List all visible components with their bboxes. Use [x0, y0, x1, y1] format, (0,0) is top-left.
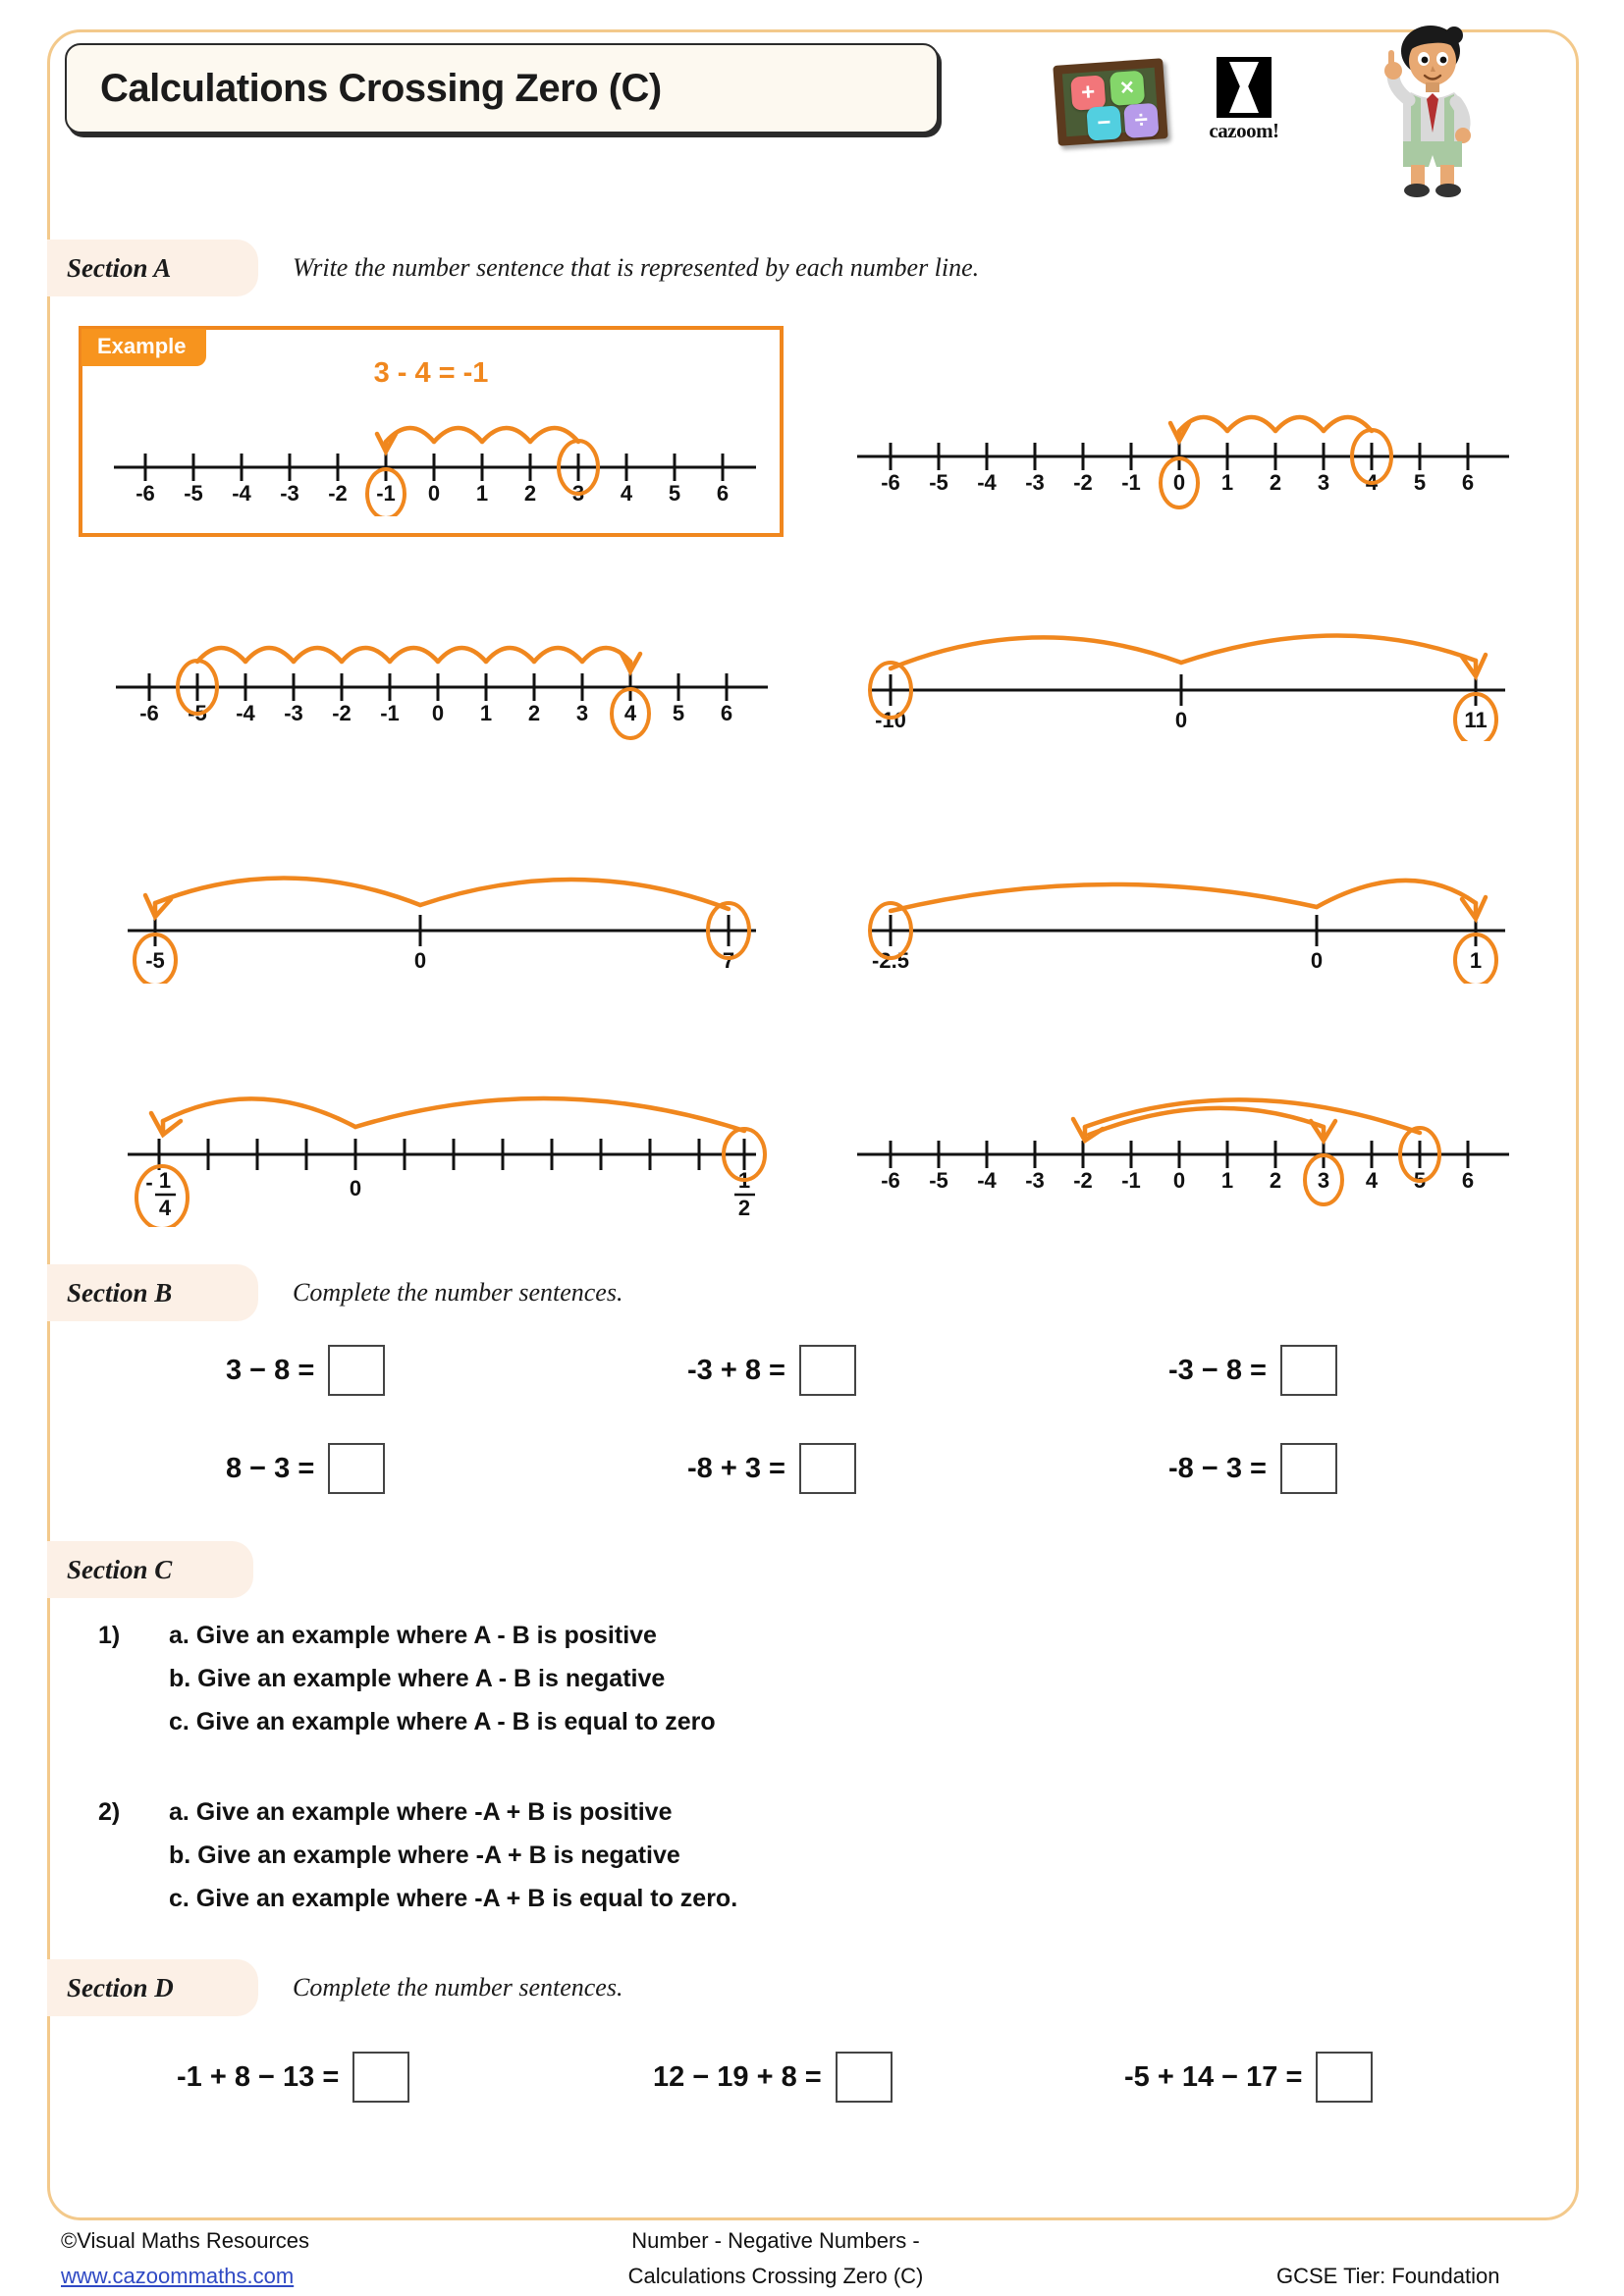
- svg-text:-4: -4: [236, 701, 255, 725]
- number-line-q1: [849, 388, 1517, 515]
- svg-text:-4: -4: [977, 1168, 997, 1193]
- answer-box-d1[interactable]: [352, 2052, 409, 2103]
- svg-text:6: 6: [716, 481, 730, 506]
- svg-text:-6: -6: [881, 470, 900, 495]
- section-c-item-2-number: 2): [98, 1798, 121, 1826]
- svg-text:-6: -6: [135, 481, 155, 506]
- svg-text:0: 0: [413, 948, 427, 973]
- example-tag: Example: [81, 329, 206, 366]
- equation-b5-expression: -8 + 3 =: [687, 1452, 785, 1484]
- svg-text:6: 6: [1461, 470, 1475, 495]
- svg-text:4: 4: [158, 1196, 172, 1220]
- equation-b3-expression: -3 − 8 =: [1168, 1354, 1267, 1386]
- svg-text:-5: -5: [188, 701, 207, 725]
- svg-text:-1: -1: [380, 701, 400, 725]
- svg-text:-4: -4: [977, 470, 997, 495]
- example-equation: 3 - 4 = -1: [373, 357, 489, 389]
- minus-icon: −: [1086, 105, 1121, 140]
- section-c-item-2b: b. Give an example where -A + B is negative: [169, 1842, 680, 1869]
- svg-text:0: 0: [427, 481, 441, 506]
- cazoom-mark-icon: [1217, 57, 1272, 118]
- footer-copyright: ©Visual Maths Resources: [61, 2228, 310, 2253]
- svg-text:1: 1: [475, 481, 489, 506]
- svg-text:3: 3: [1317, 1168, 1330, 1193]
- equation-b2: [687, 1345, 856, 1396]
- svg-text:5: 5: [668, 481, 681, 506]
- section-c-item-1a: a. Give an example where A - B is positive: [169, 1622, 657, 1649]
- svg-text:0: 0: [1174, 708, 1188, 732]
- svg-text:2: 2: [737, 1196, 751, 1220]
- svg-text:1: 1: [158, 1168, 172, 1193]
- section-b-instruction: Complete the number sentences.: [293, 1278, 623, 1307]
- svg-text:-5: -5: [929, 1168, 948, 1193]
- svg-text:4: 4: [1365, 470, 1379, 495]
- equation-b1: [226, 1345, 385, 1396]
- section-a-label: Section A: [47, 240, 258, 296]
- svg-text:-1: -1: [1121, 470, 1141, 495]
- svg-text:1: 1: [1469, 948, 1483, 973]
- mascot-illustration: [1370, 22, 1497, 198]
- svg-text:-3: -3: [284, 701, 303, 725]
- equation-d3-expression: -5 + 14 − 17 =: [1124, 2060, 1303, 2093]
- section-d-instruction: Complete the number sentences.: [293, 1973, 623, 2002]
- svg-text:6: 6: [1461, 1168, 1475, 1193]
- cazoom-wordmark: cazoom!: [1209, 119, 1279, 142]
- footer-topic-line-1: Number - Negative Numbers -: [631, 2228, 920, 2253]
- number-line-q4: [108, 856, 776, 984]
- equation-b4: [226, 1443, 385, 1494]
- section-b-label: Section B: [47, 1264, 258, 1321]
- example-box: [79, 326, 784, 537]
- svg-text:-2: -2: [1073, 470, 1093, 495]
- answer-box-b1[interactable]: [328, 1345, 385, 1396]
- svg-text:-6: -6: [139, 701, 159, 725]
- answer-box-b6[interactable]: [1280, 1443, 1337, 1494]
- svg-text:5: 5: [1413, 470, 1427, 495]
- section-c-item-1b: b. Give an example where A - B is negative: [169, 1665, 666, 1692]
- svg-text:-2: -2: [1073, 1168, 1093, 1193]
- svg-text:0: 0: [1172, 1168, 1186, 1193]
- svg-text:-5: -5: [184, 481, 203, 506]
- svg-text:-3: -3: [1025, 470, 1045, 495]
- svg-text:5: 5: [672, 701, 685, 725]
- equation-d1: [177, 2052, 409, 2103]
- section-c-label: Section C: [47, 1541, 253, 1598]
- page-title: Calculations Crossing Zero (C): [100, 66, 662, 110]
- section-c-item-1c: c. Give an example where A - B is equal to zero: [169, 1708, 716, 1735]
- worksheet-title-bar: [65, 43, 939, 133]
- blackboard-icon: [1053, 58, 1167, 146]
- svg-text:1: 1: [479, 701, 493, 725]
- svg-text:2: 2: [523, 481, 537, 506]
- number-line-q5: [849, 856, 1517, 984]
- plus-icon: +: [1070, 75, 1106, 110]
- svg-text:3: 3: [1317, 470, 1330, 495]
- footer-website-link[interactable]: www.cazoommaths.com: [61, 2264, 295, 2288]
- svg-text:1: 1: [1220, 470, 1234, 495]
- svg-text:3: 3: [575, 701, 589, 725]
- example-number-line: [106, 399, 764, 516]
- svg-text:0: 0: [1310, 948, 1324, 973]
- answer-box-b4[interactable]: [328, 1443, 385, 1494]
- answer-box-b5[interactable]: [799, 1443, 856, 1494]
- answer-box-b3[interactable]: [1280, 1345, 1337, 1396]
- section-d-label: Section D: [47, 1959, 258, 2016]
- footer-topic-line-2: Calculations Crossing Zero (C): [627, 2264, 924, 2288]
- svg-text:3: 3: [571, 481, 585, 506]
- multiply-icon: ×: [1110, 71, 1145, 106]
- svg-text:2: 2: [527, 701, 541, 725]
- svg-text:2: 2: [1269, 1168, 1282, 1193]
- svg-text:1: 1: [1220, 1168, 1234, 1193]
- svg-text:5: 5: [1413, 1168, 1427, 1193]
- section-c-item-2a: a. Give an example where -A + B is positive: [169, 1798, 673, 1826]
- svg-text:-4: -4: [232, 481, 251, 506]
- svg-text:-1: -1: [376, 481, 396, 506]
- svg-text:-3: -3: [280, 481, 299, 506]
- footer-tier: GCSE Tier: Foundation: [1276, 2264, 1500, 2288]
- svg-text:4: 4: [1365, 1168, 1379, 1193]
- section-c-item-1-number: 1): [98, 1622, 121, 1649]
- svg-text:2: 2: [1269, 470, 1282, 495]
- equation-b3: [1168, 1345, 1337, 1396]
- svg-text:11: 11: [1464, 708, 1488, 732]
- svg-text:7: 7: [722, 948, 735, 973]
- equation-d1-expression: -1 + 8 − 13 =: [177, 2060, 340, 2093]
- svg-text:-2.5: -2.5: [872, 948, 909, 973]
- svg-text:-10: -10: [875, 708, 906, 732]
- svg-text:-5: -5: [145, 948, 165, 973]
- svg-text:4: 4: [623, 701, 637, 725]
- svg-text:-1: -1: [1121, 1168, 1141, 1193]
- equation-d2-expression: 12 − 19 + 8 =: [653, 2060, 822, 2093]
- section-c-item-2c: c. Give an example where -A + B is equal to zero.: [169, 1885, 738, 1912]
- equation-d2: [653, 2052, 893, 2103]
- svg-text:-6: -6: [881, 1168, 900, 1193]
- equation-b6: [1168, 1443, 1337, 1494]
- svg-text:0: 0: [431, 701, 445, 725]
- answer-box-d3[interactable]: [1316, 2052, 1373, 2103]
- number-line-q2: [108, 616, 776, 744]
- equation-b1-expression: 3 − 8 =: [226, 1354, 315, 1386]
- svg-text:-5: -5: [929, 470, 948, 495]
- svg-text:-2: -2: [328, 481, 348, 506]
- number-line-q6: [108, 1070, 776, 1227]
- answer-box-b2[interactable]: [799, 1345, 856, 1396]
- number-line-q7: [849, 1070, 1517, 1207]
- equation-d3: [1124, 2052, 1373, 2103]
- svg-text:0: 0: [349, 1176, 362, 1201]
- svg-text:4: 4: [620, 481, 633, 506]
- svg-text:6: 6: [720, 701, 733, 725]
- divide-icon: ÷: [1123, 103, 1159, 138]
- cazoom-logo: [1200, 57, 1288, 149]
- section-a-instruction: Write the number sentence that is represented by each number line.: [293, 253, 980, 282]
- number-line-q3: [849, 614, 1517, 741]
- svg-text:-: -: [145, 1170, 153, 1195]
- equation-b5: [687, 1443, 856, 1494]
- svg-text:0: 0: [1172, 470, 1186, 495]
- svg-text:-3: -3: [1025, 1168, 1045, 1193]
- equation-b4-expression: 8 − 3 =: [226, 1452, 315, 1484]
- answer-box-d2[interactable]: [836, 2052, 893, 2103]
- equation-b2-expression: -3 + 8 =: [687, 1354, 785, 1386]
- svg-text:-2: -2: [332, 701, 352, 725]
- equation-b6-expression: -8 − 3 =: [1168, 1452, 1267, 1484]
- svg-text:1: 1: [737, 1168, 751, 1193]
